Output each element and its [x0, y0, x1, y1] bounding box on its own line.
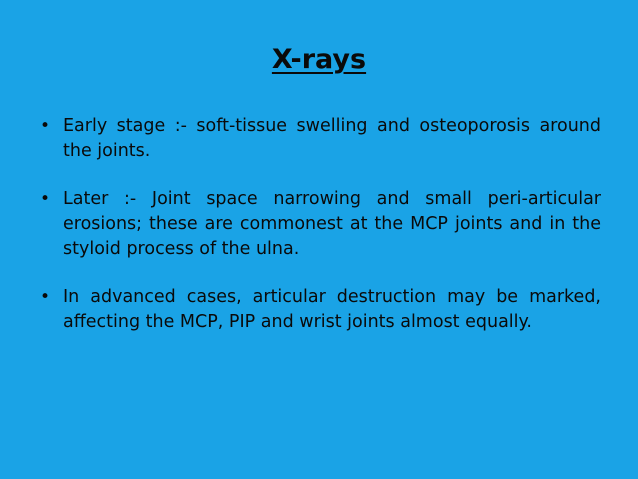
bullet-text: In advanced cases, articular destruction may be marked, affecting the MCP, PIP and wrist joints almost equally. — [63, 287, 601, 332]
bullet-item-advanced — [40, 285, 601, 335]
bullet-dot-icon: • — [40, 189, 51, 209]
slide-title — [0, 42, 638, 78]
bullet-text: Later :- Joint space narrowing and small peri-articular erosions; these are commonest at the MCP joints and in the styloid process of the ulna. — [63, 189, 601, 259]
bullet-dot-icon: • — [40, 116, 51, 136]
bullet-text: Early stage :- soft-tissue swelling and osteoporosis around the joints. — [63, 116, 601, 161]
bullet-dot-icon: • — [40, 287, 51, 307]
bullet-item-later — [40, 187, 601, 262]
slide-title-text: X-rays — [271, 44, 367, 75]
bullet-item-early-stage — [40, 114, 601, 164]
bullet-list — [40, 114, 601, 358]
